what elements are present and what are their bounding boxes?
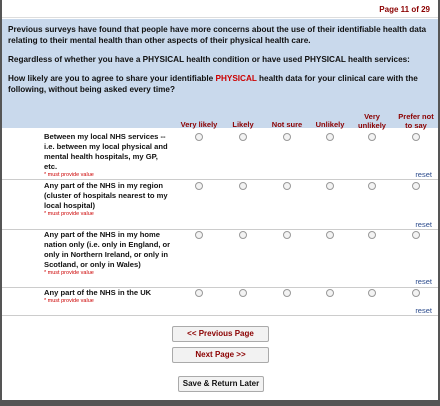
radio-likely[interactable] [239,133,247,141]
reset-link[interactable]: reset [415,277,432,286]
row-label-text: Between my local NHS services -- i.e. between my local physical and mental health hospitals, my GP, etc. [44,132,168,171]
page-indicator: Page 11 of 29 [379,5,430,14]
row-label [44,181,172,218]
reset-link[interactable]: reset [415,170,432,179]
row-label [44,288,184,305]
radio-very-unlikely[interactable] [368,289,376,297]
matrix-row [2,288,438,316]
reset-link[interactable]: reset [415,220,432,229]
radio-likely[interactable] [239,231,247,239]
row-label [44,230,172,277]
col-likely: Likely [232,120,254,129]
row-label-text: Any part of the NHS in my region (cluster of hospitals nearest to my local hospital) [44,181,168,210]
previous-page-button[interactable]: << Previous Page [172,326,269,342]
required-note: * must provide value [44,172,94,178]
radio-prefer-not-to-say[interactable] [412,231,420,239]
radio-very-likely[interactable] [195,182,203,190]
radio-unlikely[interactable] [326,133,334,141]
matrix-row [2,230,438,288]
radio-likely[interactable] [239,182,247,190]
intro-paragraph-1: Previous surveys have found that people have more concerns about the use of their identifiable health data relating to their mental health than other aspects of their physical health care. [8,25,427,45]
radio-very-unlikely[interactable] [368,182,376,190]
question-text-start: How likely are you to agree to share your identifiable [8,74,216,83]
top-bar [2,0,438,18]
column-headers [2,110,438,132]
radio-very-likely[interactable] [195,289,203,297]
col-very-unlikely: Very unlikely [358,112,386,130]
radio-prefer-not-to-say[interactable] [412,289,420,297]
radio-not-sure[interactable] [283,133,291,141]
radio-unlikely[interactable] [326,182,334,190]
radio-not-sure[interactable] [283,231,291,239]
bottom-bar [2,400,438,406]
matrix-row [2,130,438,180]
col-not-sure: Not sure [271,120,303,129]
row-label-text: Any part of the NHS in my home nation only (i.e. only in England, or only in Northern Ireland, or only in Scotland, or only in Wales) [44,230,171,269]
row-label [44,132,172,179]
reset-link[interactable]: reset [415,306,432,315]
required-note: * must provide value [44,211,94,217]
intro-paragraph-2: Regardless of whether you have a PHYSICAL health condition or have used PHYSICAL health services: [8,55,410,64]
save-and-return-button[interactable]: Save & Return Later [178,376,264,392]
next-page-button[interactable]: Next Page >> [172,347,269,363]
radio-very-likely[interactable] [195,231,203,239]
radio-very-likely[interactable] [195,133,203,141]
radio-unlikely[interactable] [326,231,334,239]
question-text-end: health data for your clinical care with the following, without being asked every time? [8,74,418,94]
radio-likely[interactable] [239,289,247,297]
intro-question [8,73,432,95]
radio-unlikely[interactable] [326,289,334,297]
radio-prefer-not-to-say[interactable] [412,133,420,141]
radio-not-sure[interactable] [283,182,291,190]
radio-very-unlikely[interactable] [368,231,376,239]
col-unlikely: Unlikely [315,120,345,129]
required-note: * must provide value [44,270,94,276]
radio-not-sure[interactable] [283,289,291,297]
row-label-text: Any part of the NHS in the UK [44,288,152,297]
matrix-row [2,180,438,230]
question-highlight: PHYSICAL [215,74,257,83]
col-prefer-not-to-say: Prefer not to say [398,112,434,130]
radio-very-unlikely[interactable] [368,133,376,141]
radio-prefer-not-to-say[interactable] [412,182,420,190]
required-note: * must provide value [44,298,94,304]
col-very-likely: Very likely [180,120,218,129]
